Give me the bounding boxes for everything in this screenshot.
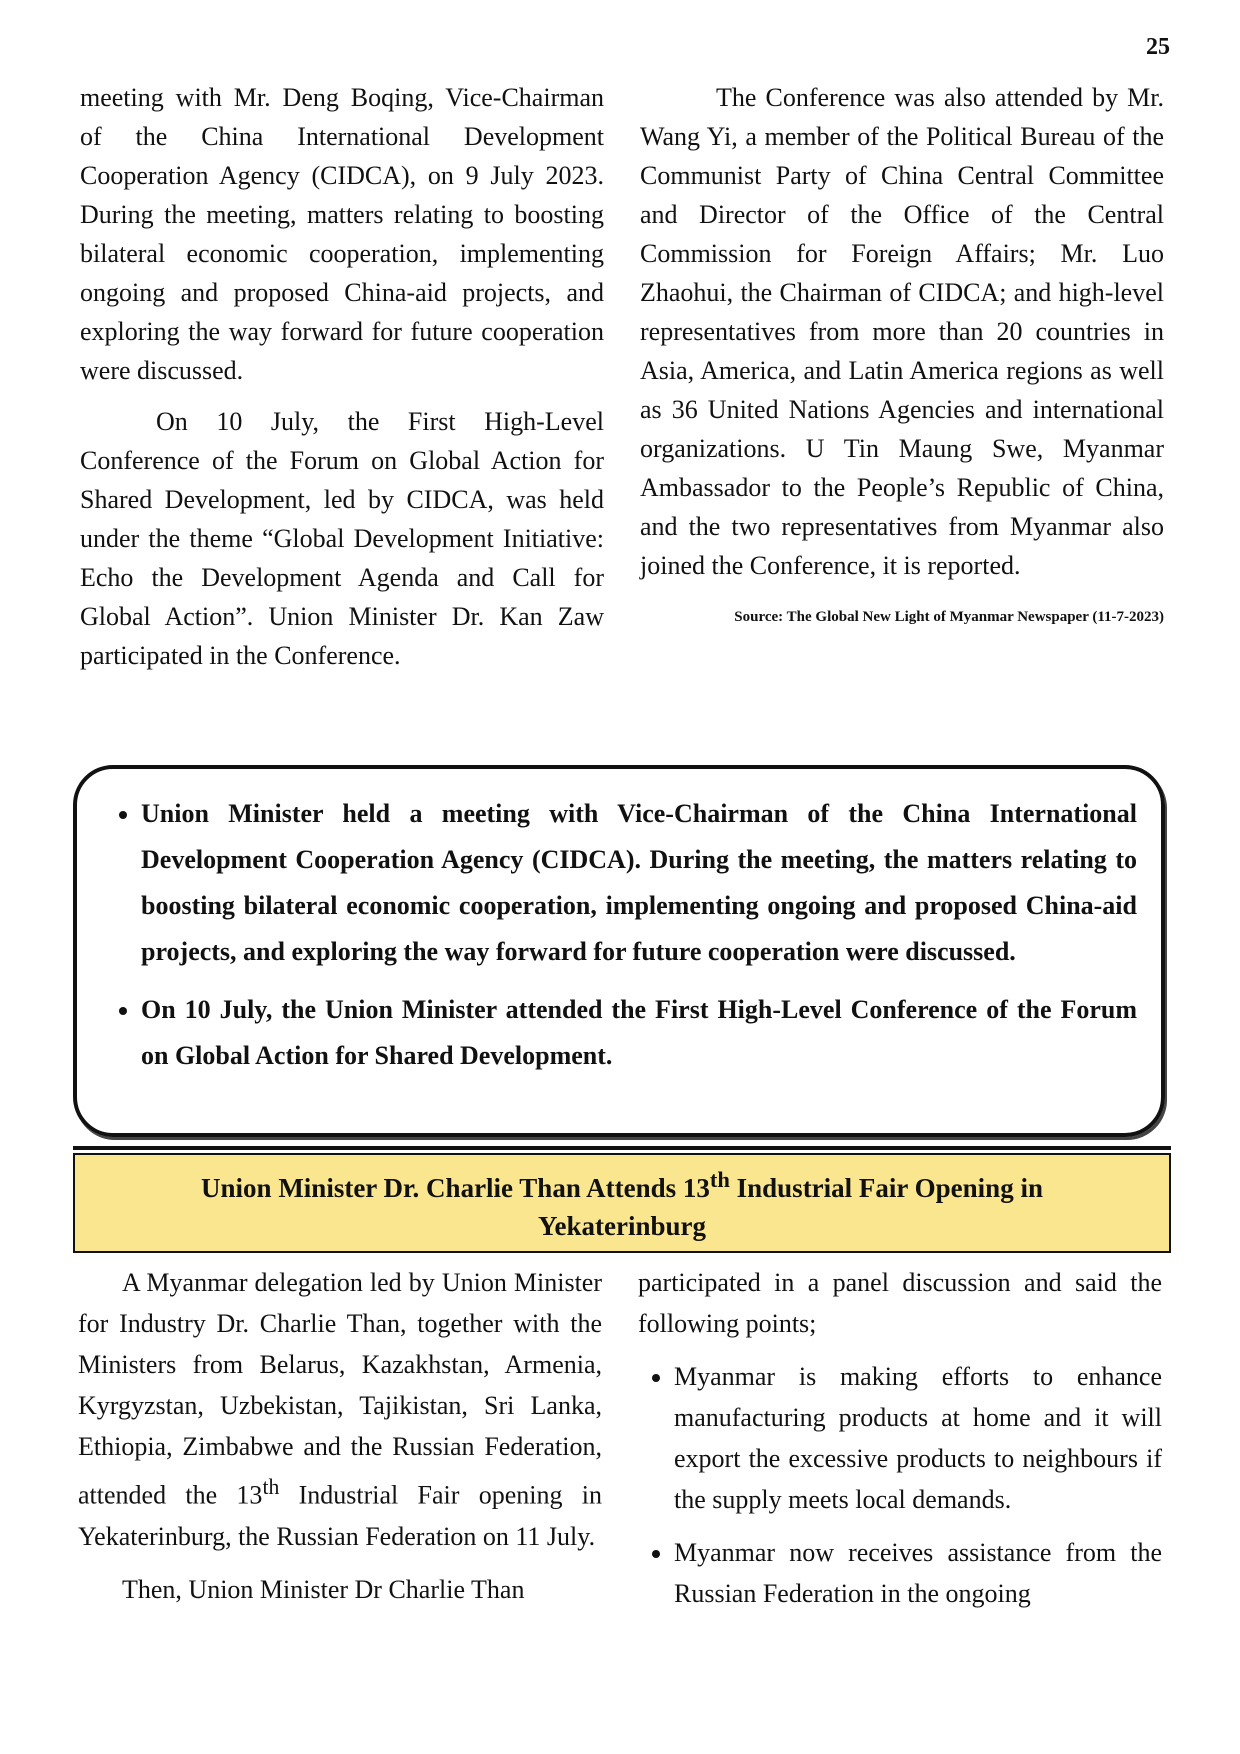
article-title: Union Minister Dr. Charlie Than Attends 13th Industrial Fair Opening in Yekaterinburg — [73, 1153, 1171, 1253]
source-citation: Source: The Global New Light of Myanmar Newspaper (11-7-2023) — [734, 609, 1164, 625]
article-left-column — [78, 1262, 602, 1622]
paragraph: Then, Union Minister Dr Charlie Than — [122, 1574, 525, 1604]
paragraph: The Conference was also attended by Mr. Wang Yi, a member of the Political Bureau of the Communist Party of China Central Committee and Director of the Office of the Central Commission for Foreign Affairs; Mr. Luo Zhaohui, the Chairman of CIDCA; and high-level representatives from more than 20 countries in Asia, America, and Latin America regions as well as 36 United Nations Agencies and international organizations. U Tin Maung Swe, Myanmar Ambassador to the People’s Republic of China, and the two representatives from Myanmar also joined the Conference, it is reported. — [640, 83, 1164, 580]
paragraph: participated in a panel discussion and said the following points; — [638, 1268, 1162, 1338]
article-right-column — [638, 1262, 1162, 1626]
list-item: • Myanmar is making efforts to enhance manufacturing products at home and it will export the excessive products to neighbours if the supply meets local demands. — [674, 1356, 1162, 1520]
title-rule — [73, 1146, 1171, 1150]
paragraph: meeting with Mr. Deng Boqing, Vice-Chairman of the China International Development Cooperation Agency (CIDCA), on 9 July 2023. During the meeting, matters relating to boosting bilateral economic cooperation, implementing ongoing and proposed China-aid projects, and exploring the way forward for future cooperation were discussed. — [80, 83, 604, 385]
paragraph: A Myanmar delegation led by Union Minister for Industry Dr. Charlie Than, together with the Ministers from Belarus, Kazakhstan, Armenia, Kyrgyzstan, Uzbekistan, Tajikistan, Sri Lanka, Ethiopia, Zimbabwe and the Russian Federation, attended the 13th Industrial Fair opening in Yekaterinburg, the Russian Federation on 11 July. — [78, 1268, 602, 1551]
summary-box — [73, 765, 1165, 1137]
summary-item: • Union Minister held a meeting with Vice-Chairman of the China International Development Cooperation Agency (CIDCA). During the meeting, the matters relating to boosting bilateral economic cooperation, implementing ongoing and proposed China-aid projects, and exploring the way forward for future cooperation were discussed. — [141, 791, 1137, 975]
page-number: 25 — [1146, 34, 1170, 60]
top-left-column — [80, 78, 604, 687]
list-item: • Myanmar now receives assistance from the Russian Federation in the ongoing — [674, 1532, 1162, 1614]
summary-item: • On 10 July, the Union Minister attended the First High-Level Conference of the Forum on Global Action for Shared Development. — [141, 987, 1137, 1079]
top-right-column — [640, 78, 1164, 627]
paragraph: On 10 July, the First High-Level Conference of the Forum on Global Action for Shared Development, led by CIDCA, was held under the theme “Global Development Initiative: Echo the Development Agenda and Call for Global Action”. Union Minister Dr. Kan Zaw participated in the Conference. — [80, 407, 604, 670]
